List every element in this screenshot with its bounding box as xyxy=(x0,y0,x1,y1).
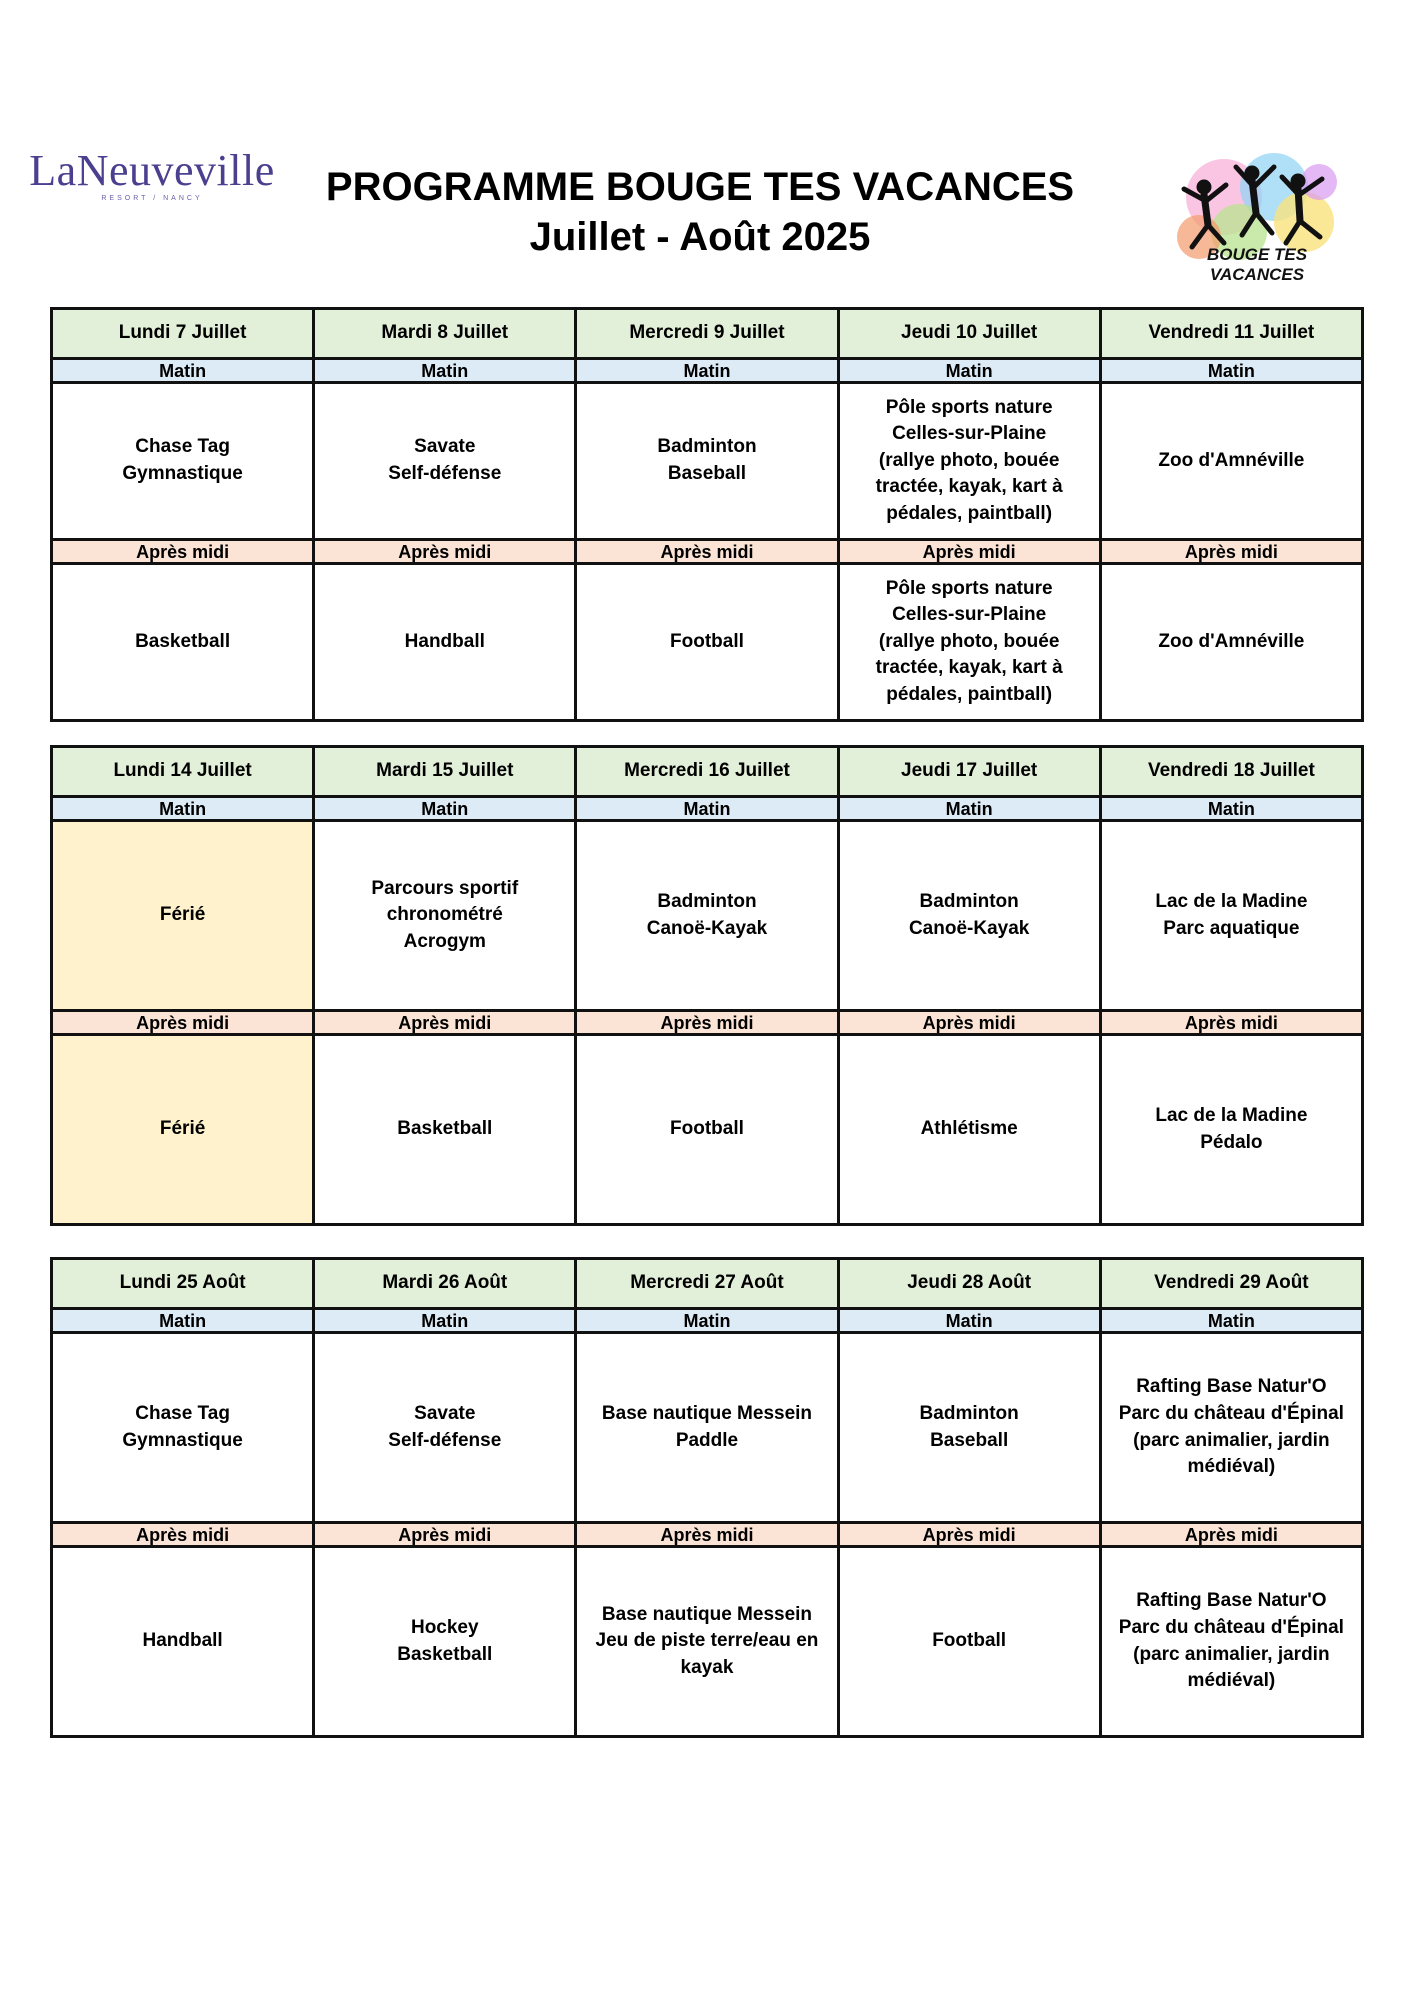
morning-label-row xyxy=(52,359,1363,383)
day-header: Mercredi 9 Juillet xyxy=(576,309,838,359)
morning-label-row xyxy=(52,797,1363,821)
activity-cell: Badminton Canoë-Kayak xyxy=(838,821,1100,1011)
activity-cell: Chase Tag Gymnastique xyxy=(52,383,314,540)
activity-cell: Badminton Canoë-Kayak xyxy=(576,821,838,1011)
morning-label: Matin xyxy=(52,797,314,821)
title-line-2: Juillet - Août 2025 xyxy=(529,215,871,259)
day-header: Mardi 15 Juillet xyxy=(314,747,576,797)
day-header: Jeudi 28 Août xyxy=(838,1259,1100,1309)
day-header: Mardi 8 Juillet xyxy=(314,309,576,359)
afternoon-label: Après midi xyxy=(314,1011,576,1035)
activity-cell: Football xyxy=(838,1547,1100,1737)
afternoon-label: Après midi xyxy=(52,1011,314,1035)
afternoon-activity-row xyxy=(52,564,1363,721)
day-header: Vendredi 11 Juillet xyxy=(1100,309,1362,359)
morning-activity-row xyxy=(52,1333,1363,1523)
activity-cell: Rafting Base Natur'O Parc du château d'Épinal (parc animalier, jardin médiéval) xyxy=(1100,1547,1362,1737)
morning-activity-row xyxy=(52,383,1363,540)
morning-label: Matin xyxy=(838,797,1100,821)
activity-cell: Base nautique Messein Jeu de piste terre/eau en kayak xyxy=(576,1547,838,1737)
activity-cell: Handball xyxy=(52,1547,314,1737)
activity-cell: Lac de la Madine Pédalo xyxy=(1100,1035,1362,1225)
activity-cell: Savate Self-défense xyxy=(314,1333,576,1523)
afternoon-label-row xyxy=(52,1523,1363,1547)
activity-cell: Pôle sports nature Celles-sur-Plaine (rallye photo, bouée tractée, kayak, kart à pédales, paintball) xyxy=(838,383,1100,540)
logo-caption: BOUGE TES VACANCES xyxy=(1206,245,1308,284)
afternoon-label: Après midi xyxy=(1100,1523,1362,1547)
title-line-1: PROGRAMME BOUGE TES VACANCES xyxy=(325,165,1075,209)
afternoon-label: Après midi xyxy=(314,540,576,564)
afternoon-label: Après midi xyxy=(576,1523,838,1547)
afternoon-label: Après midi xyxy=(576,540,838,564)
morning-label: Matin xyxy=(314,797,576,821)
morning-label: Matin xyxy=(1100,359,1362,383)
activity-cell: Parcours sportif chronométré Acrogym xyxy=(314,821,576,1011)
bouge-tes-vacances-logo xyxy=(1164,137,1350,299)
day-header: Mercredi 16 Juillet xyxy=(576,747,838,797)
day-header: Mercredi 27 Août xyxy=(576,1259,838,1309)
day-header: Jeudi 17 Juillet xyxy=(838,747,1100,797)
day-header: Mardi 26 Août xyxy=(314,1259,576,1309)
activity-cell: Pôle sports nature Celles-sur-Plaine (rallye photo, bouée tractée, kayak, kart à pédales, paintball) xyxy=(838,564,1100,721)
day-header: Vendredi 18 Juillet xyxy=(1100,747,1362,797)
day-header-row xyxy=(52,747,1363,797)
logo-tagline: RESORT / NANCY xyxy=(101,194,203,202)
activity-cell: Football xyxy=(576,1035,838,1225)
afternoon-label: Après midi xyxy=(314,1523,576,1547)
activity-cell: Badminton Baseball xyxy=(576,383,838,540)
afternoon-label: Après midi xyxy=(52,1523,314,1547)
activity-cell: Hockey Basketball xyxy=(314,1547,576,1737)
week-table-3 xyxy=(50,1257,1364,1738)
morning-label: Matin xyxy=(314,359,576,383)
page-title xyxy=(300,162,1100,262)
afternoon-label: Après midi xyxy=(52,540,314,564)
afternoon-label: Après midi xyxy=(838,540,1100,564)
morning-label-row xyxy=(52,1309,1363,1333)
afternoon-activity-row xyxy=(52,1547,1363,1737)
activity-cell: Basketball xyxy=(314,1035,576,1225)
morning-label: Matin xyxy=(576,359,838,383)
activity-cell: Lac de la Madine Parc aquatique xyxy=(1100,821,1362,1011)
afternoon-label: Après midi xyxy=(576,1011,838,1035)
week-table-2 xyxy=(50,745,1364,1226)
la-neuveville-logo xyxy=(29,140,275,210)
day-header: Jeudi 10 Juillet xyxy=(838,309,1100,359)
activity-cell: Handball xyxy=(314,564,576,721)
logo-wordmark: LaNeuveville xyxy=(29,145,275,195)
day-header: Lundi 14 Juillet xyxy=(52,747,314,797)
afternoon-label: Après midi xyxy=(1100,540,1362,564)
afternoon-label-row xyxy=(52,540,1363,564)
day-header: Lundi 7 Juillet xyxy=(52,309,314,359)
afternoon-label: Après midi xyxy=(838,1011,1100,1035)
week-table-1 xyxy=(50,307,1364,722)
holiday-cell: Férié xyxy=(52,1035,314,1225)
activity-cell: Football xyxy=(576,564,838,721)
activity-cell: Basketball xyxy=(52,564,314,721)
activity-cell: Athlétisme xyxy=(838,1035,1100,1225)
afternoon-label: Après midi xyxy=(838,1523,1100,1547)
morning-label: Matin xyxy=(576,797,838,821)
activity-cell: Badminton Baseball xyxy=(838,1333,1100,1523)
morning-label: Matin xyxy=(838,1309,1100,1333)
afternoon-label: Après midi xyxy=(1100,1011,1362,1035)
afternoon-label-row xyxy=(52,1011,1363,1035)
morning-label: Matin xyxy=(838,359,1100,383)
morning-label: Matin xyxy=(314,1309,576,1333)
day-header: Vendredi 29 Août xyxy=(1100,1259,1362,1309)
morning-label: Matin xyxy=(52,359,314,383)
morning-label: Matin xyxy=(576,1309,838,1333)
activity-cell: Chase Tag Gymnastique xyxy=(52,1333,314,1523)
morning-label: Matin xyxy=(52,1309,314,1333)
morning-label: Matin xyxy=(1100,797,1362,821)
activity-cell: Zoo d'Amnéville xyxy=(1100,383,1362,540)
morning-label: Matin xyxy=(1100,1309,1362,1333)
holiday-cell: Férié xyxy=(52,821,314,1011)
activity-cell: Rafting Base Natur'O Parc du château d'Épinal (parc animalier, jardin médiéval) xyxy=(1100,1333,1362,1523)
afternoon-activity-row xyxy=(52,1035,1363,1225)
activity-cell: Savate Self-défense xyxy=(314,383,576,540)
day-header-row xyxy=(52,309,1363,359)
activity-cell: Zoo d'Amnéville xyxy=(1100,564,1362,721)
activity-cell: Base nautique Messein Paddle xyxy=(576,1333,838,1523)
day-header-row xyxy=(52,1259,1363,1309)
morning-activity-row xyxy=(52,821,1363,1011)
day-header: Lundi 25 Août xyxy=(52,1259,314,1309)
